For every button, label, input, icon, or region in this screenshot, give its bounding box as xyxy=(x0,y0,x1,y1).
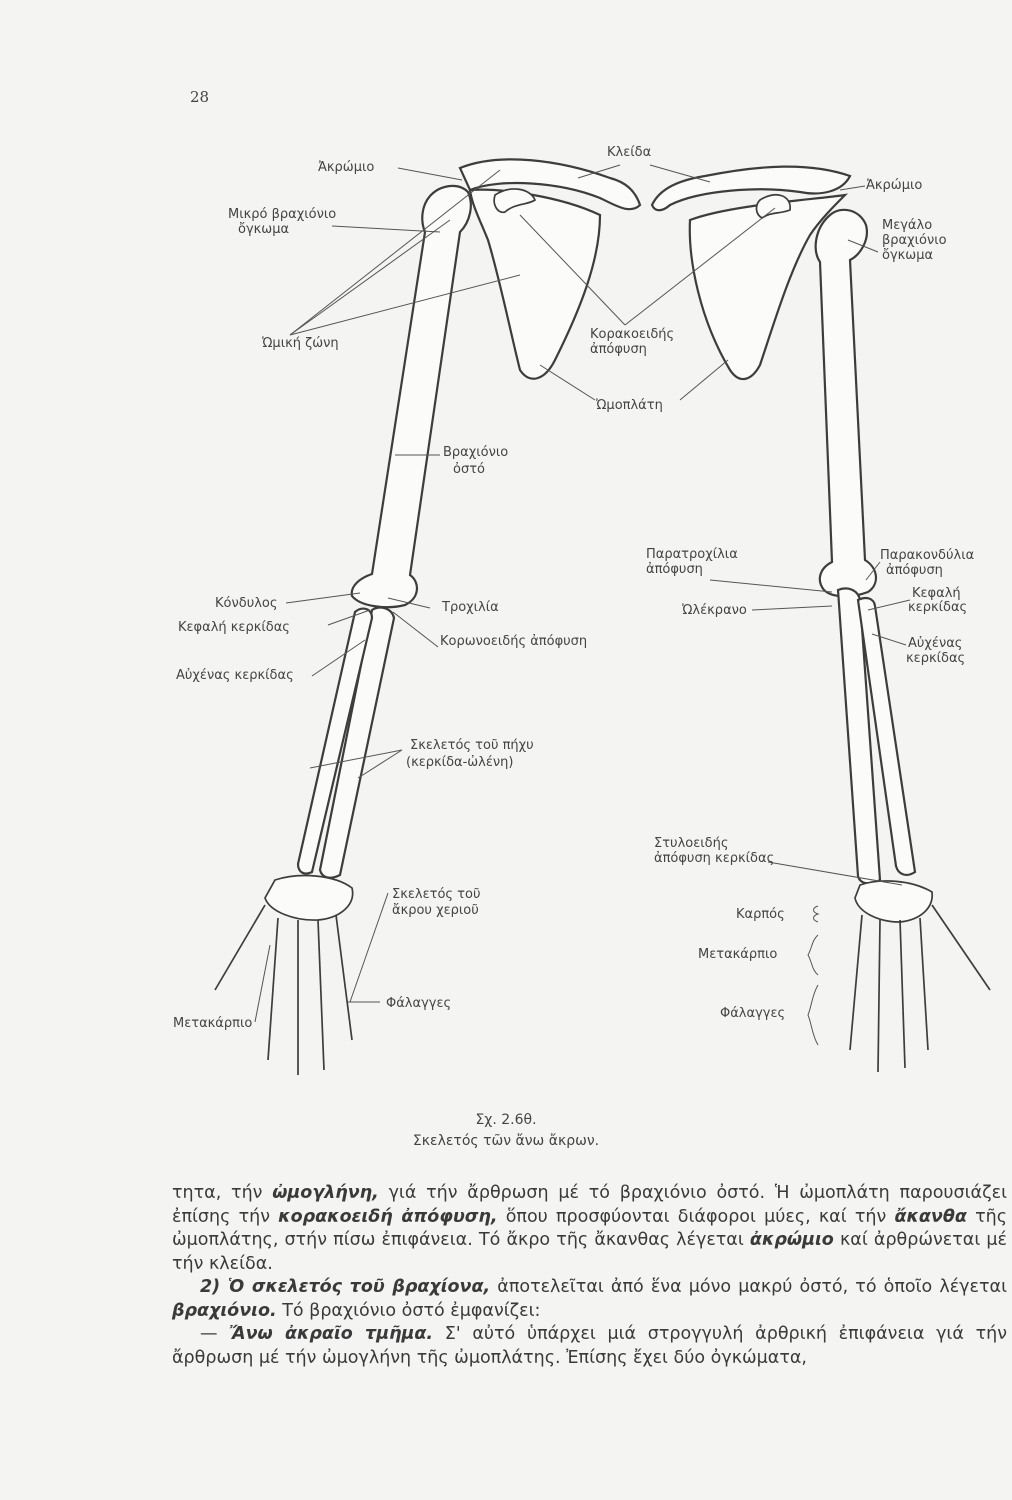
figure-caption-text: Σκελετός τῶν ἄνω ἄκρων. xyxy=(412,1133,600,1149)
label-lateral-epicondyle-1: Παρακονδύλια xyxy=(880,548,975,563)
label-medial-epicondyle-2: ἀπόφυση xyxy=(646,562,703,577)
label-forearm-1: Σκελετός τοῦ πήχυ xyxy=(410,738,534,753)
label-phalanges-right: Φάλαγγες xyxy=(720,1006,786,1021)
label-coronoid-process: Κορωνοειδής ἀπόφυση xyxy=(440,634,588,649)
brace-marks xyxy=(808,906,818,1045)
label-radius-neck-left: Αὐχένας κερκίδας xyxy=(176,668,294,683)
label-hand-1: Σκελετός τοῦ xyxy=(392,887,481,902)
label-metacarpus-right: Μετακάρπιο xyxy=(698,947,778,962)
paragraph-2: 2) Ὁ σκελετός τοῦ βραχίονα, ἀποτελεῖται ἀπό ἕνα μόνο μακρύ ὀστό, τό ὁποῖο λέγεται βραχιόνιο. Τό βραχιόνιο ὀστό ἐμφανίζει: xyxy=(172,1277,1007,1321)
label-acromion-left: Ἀκρώμιο xyxy=(318,160,375,175)
left-humerus xyxy=(352,186,471,607)
label-medial-epicondyle-1: Παρατροχίλια xyxy=(646,547,738,562)
right-humerus xyxy=(816,210,876,596)
label-radius-head-right-2: κερκίδας xyxy=(908,600,968,615)
label-radius-head-left: Κεφαλή κερκίδας xyxy=(178,620,290,635)
label-hand-2: ἄκρου χεριοῦ xyxy=(392,903,479,918)
label-scapula: Ὠμοπλάτη xyxy=(596,398,663,413)
label-acromion-right: Ἀκρώμιο xyxy=(866,178,923,193)
label-forearm-2: (κερκίδα-ὠλένη) xyxy=(406,755,514,770)
label-metacarpus-left: Μετακάρπιο xyxy=(173,1016,253,1031)
label-radius-neck-right-1: Αὐχένας xyxy=(908,636,963,651)
label-coracoid-2: ἀπόφυση xyxy=(590,342,647,357)
label-clavicle: Κλείδα xyxy=(607,145,652,160)
paragraph-1: τητα, τήν ὠμογλήνη, γιά τήν ἄρθρωση μέ τό βραχιόνιο ὀστό. Ἡ ὠμοπλάτη παρουσιάζει ἐπίσης τήν κορακοειδή ἀπόφυση, ὅπου προσφύονται διάφοροι μύες, καί τήν ἄκανθα τῆς ὠμοπλάτης, στήν πίσω ἐπιφάνεια. Τό ἄκρο τῆς ἄκανθας λέγεται ἀκρώμιο καί ἀρθρώνεται μέ τήν κλείδα. xyxy=(172,1183,1007,1274)
label-carpus: Καρπός xyxy=(736,907,785,922)
figure-caption-number: Σχ. 2.6θ. xyxy=(475,1112,537,1128)
label-lesser-tubercle-2: ὄγκωμα xyxy=(238,222,290,237)
label-phalanges-left: Φάλαγγες xyxy=(386,996,452,1011)
paragraph-3: — Ἄνω ἀκραῖο τμῆμα. Σ' αὐτό ὑπάρχει μιά στρογγυλή ἀρθρική ἐπιφάνεια γιά τήν ἄρθρωση μέ τήν ὠμογλήνη τῆς ὠμοπλάτης. Ἐπίσης ἔχει δύο ὀγκώματα, xyxy=(172,1324,1007,1368)
label-lesser-tubercle-1: Μικρό βραχιόνιο xyxy=(228,207,337,222)
label-trochlea: Τροχιλία xyxy=(442,600,499,615)
label-greater-tubercle-1: Μεγάλο xyxy=(882,218,933,233)
body-text xyxy=(172,1182,1007,1370)
right-hand xyxy=(850,881,990,1072)
label-olecranon: Ὠλέκρανο xyxy=(682,603,747,618)
label-lateral-epicondyle-2: ἀπόφυση xyxy=(886,563,943,578)
label-shoulder-girdle: Ὠμική ζώνη xyxy=(262,336,339,351)
left-scapula xyxy=(470,190,600,379)
left-hand xyxy=(215,876,353,1075)
label-condyle: Κόνδυλος xyxy=(215,596,278,611)
label-greater-tubercle-3: ὄγκωμα xyxy=(882,248,934,263)
page-number: 28 xyxy=(190,88,210,106)
label-humerus-2: ὀστό xyxy=(453,462,485,477)
label-humerus-1: Βραχιόνιο xyxy=(443,445,509,460)
label-styloid-2: ἀπόφυση κερκίδας xyxy=(654,851,775,866)
label-greater-tubercle-2: βραχιόνιο xyxy=(882,233,947,248)
label-coracoid-1: Κορακοειδής xyxy=(590,327,675,342)
label-styloid-1: Στυλοειδής xyxy=(654,836,729,851)
label-radius-neck-right-2: κερκίδας xyxy=(906,651,966,666)
label-radius-head-right-1: Κεφαλή xyxy=(912,586,961,601)
